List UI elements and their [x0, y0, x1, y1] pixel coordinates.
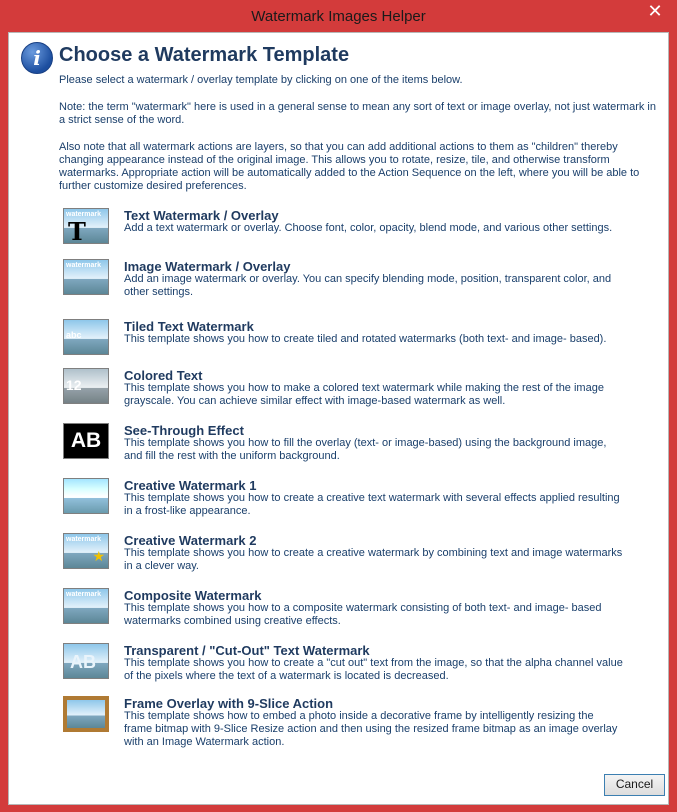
- template-colored-text[interactable]: [63, 368, 653, 418]
- template-title: Image Watermark / Overlay: [124, 259, 291, 274]
- template-see-through[interactable]: [63, 423, 653, 473]
- cut-out-text-thumbnail: [63, 643, 109, 679]
- template-description: This template shows how to embed a photo inside a decorative frame by intelligently resizing the frame bitmap with 9-Slice Resize action and then using the resized frame bitmap as an image overlay with an Image Watermark action.: [124, 710, 618, 748]
- title-bar[interactable]: [1, 1, 676, 32]
- thumb-label: AB: [70, 652, 96, 672]
- template-description: This template shows you how to create a creative watermark by combining text and image watermarks in a clever way.: [124, 547, 623, 572]
- template-title: Colored Text: [124, 368, 203, 383]
- dialog-content: [8, 32, 669, 805]
- template-creative-1[interactable]: [63, 478, 653, 528]
- template-title: Creative Watermark 2: [124, 533, 257, 548]
- template-title: Transparent / "Cut-Out" Text Watermark: [124, 643, 370, 658]
- thumb-label: watermark: [66, 591, 102, 598]
- template-title: Creative Watermark 1: [124, 478, 257, 493]
- template-image-watermark[interactable]: [63, 259, 653, 309]
- template-description: This template shows you how to create a "cut out" text from the image, so that the alpha channel value of the pixels where the text of a watermark is located is decreased.: [124, 657, 623, 682]
- template-description: This template shows you how to create tiled and rotated watermarks (both text- and image- based).: [124, 333, 607, 345]
- thumb-label: watermark: [66, 262, 102, 269]
- thumb-label: watermark: [66, 536, 102, 543]
- thumb-label: abc: [66, 330, 82, 340]
- template-title: Tiled Text Watermark: [124, 319, 254, 334]
- template-creative-2[interactable]: [63, 533, 653, 583]
- template-composite[interactable]: [63, 588, 653, 638]
- frame-overlay-thumbnail: [63, 696, 109, 732]
- see-through-thumbnail: [63, 423, 109, 459]
- cancel-button[interactable]: Cancel: [604, 774, 665, 796]
- intro-paragraph: Note: the term "watermark" here is used in a general sense to mean any sort of text or image overlay, not just watermark in a strict sense of the word.: [59, 101, 656, 126]
- template-title: Frame Overlay with 9-Slice Action: [124, 696, 334, 711]
- tiled-watermark-thumbnail: [63, 319, 109, 355]
- window-title: Watermark Images Helper: [251, 8, 426, 25]
- template-description: Add a text watermark or overlay. Choose font, color, opacity, blend mode, and various other settings.: [124, 222, 613, 234]
- intro-paragraph: Also note that all watermark actions are layers, so that you can add additional actions to them as "children" thereby changing appearance instead of the original image. This allows you to rotate, resize, tile, and otherwise transform watermarks. Appropriate action will be automatically added to the Action Sequence on the left, where you will be able to further customize desired preferences.: [59, 141, 640, 192]
- template-description: This template shows you how to make a colored text watermark while making the rest of the image grayscale. You can achieve similar effect with image-based watermark as well.: [124, 382, 604, 407]
- star-icon: ★: [92, 548, 105, 564]
- template-frame-overlay[interactable]: [63, 696, 653, 746]
- image-watermark-thumbnail: [63, 259, 109, 295]
- template-description: This template shows you how to create a creative text watermark with several effects applied resulting in a frost-like appearance.: [124, 492, 620, 517]
- thumb-label: watermark: [66, 211, 102, 218]
- creative-watermark-2-thumbnail: [63, 533, 109, 569]
- intro-paragraph: Please select a watermark / overlay template by clicking on one of the items below.: [59, 74, 463, 86]
- template-tiled-text[interactable]: [63, 319, 653, 369]
- template-title: See-Through Effect: [124, 423, 244, 438]
- template-description: This template shows you how to fill the overlay (text- or image-based) using the background image, and fill the rest with the uniform background.: [124, 437, 607, 462]
- text-watermark-thumbnail: [63, 208, 109, 244]
- composite-watermark-thumbnail: [63, 588, 109, 624]
- page-title: Choose a Watermark Template: [59, 44, 350, 66]
- template-text-watermark[interactable]: [63, 208, 653, 258]
- template-description: Add an image watermark or overlay. You can specify blending mode, position, transparent color, and other settings.: [124, 273, 612, 298]
- template-title: Composite Watermark: [124, 588, 262, 603]
- info-icon: i: [21, 42, 53, 74]
- text-t-icon: T: [68, 217, 86, 244]
- template-description: This template shows you how to a composite watermark consisting of both text- and image- based watermarks combined using creative effects.: [124, 602, 602, 627]
- creative-watermark-1-thumbnail: [63, 478, 109, 514]
- template-title: Text Watermark / Overlay: [124, 208, 279, 223]
- intro-text: [59, 74, 659, 207]
- colored-text-thumbnail: [63, 368, 109, 404]
- close-button[interactable]: ✕: [647, 1, 663, 21]
- thumb-label: 12: [66, 377, 82, 393]
- template-cut-out-text[interactable]: [63, 643, 653, 693]
- ab-glyph: AB: [64, 424, 108, 458]
